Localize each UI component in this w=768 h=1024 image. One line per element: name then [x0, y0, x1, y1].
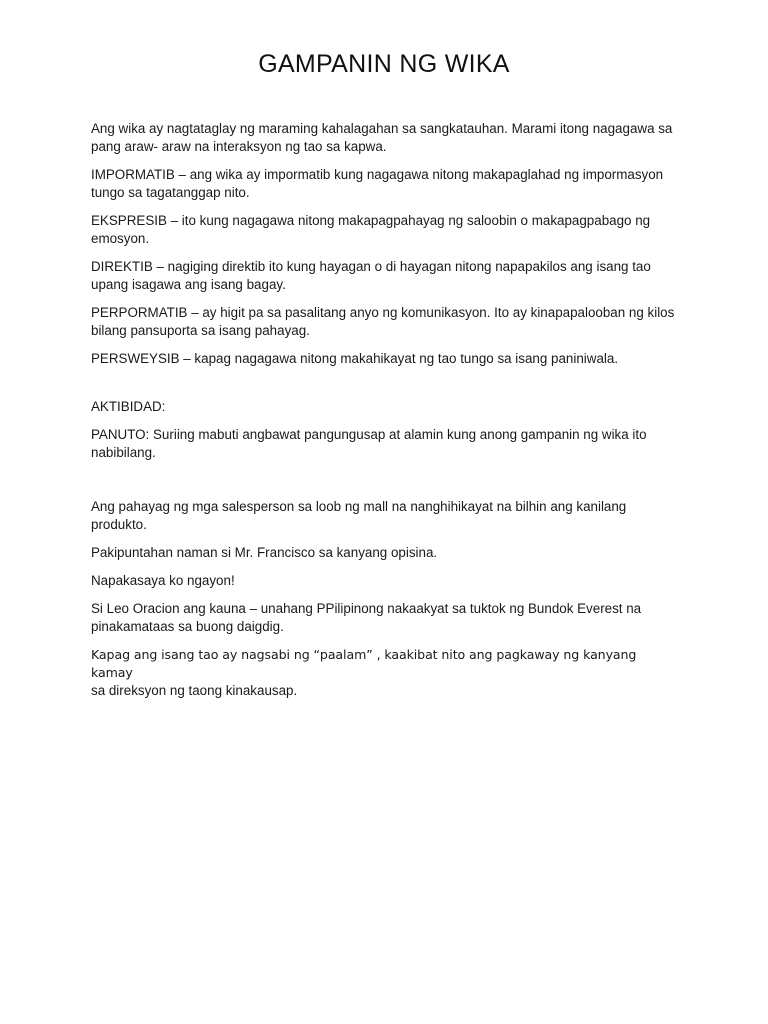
- document-body: [91, 120, 681, 710]
- definition-direktib: DIREKTIB – nagiging direktib ito kung hayagan o di hayagan nitong napapakilos ang isang tao upang isagawa ang isang bagay.: [91, 259, 651, 292]
- instructions-paragraph: PANUTO: Suriing mabuti angbawat pangungusap at alamin kung anong gampanin ng wika ito nabibilang.: [91, 427, 647, 460]
- definition-persweysib: PERSWEYSIB – kapag nagagawa nitong makahikayat ng tao tungo sa isang paniniwala.: [91, 351, 619, 366]
- activity-item: Ang pahayag ng mga salesperson sa loob ng mall na nanghihikayat na bilhin ang kanilang produkto.: [91, 499, 627, 532]
- intro-paragraph: Ang wika ay nagtataglay ng maraming kahalagahan sa sangkatauhan. Marami itong nagagawa sa pang araw- araw na interaksyon ng tao sa kapwa.: [91, 121, 673, 154]
- activity-item-last-line1: Kapag ang isang tao ay nagsabi ng “paalam” , kaakibat nito ang pagkaway ng kanyang kamay: [91, 647, 637, 680]
- activity-item-last: [91, 646, 681, 700]
- document-title: GAMPANIN NG WIKA: [258, 50, 510, 78]
- activity-item-last-line2: sa direksyon ng taong kinakausap.: [91, 683, 298, 698]
- activity-item: Napakasaya ko ngayon!: [91, 573, 235, 588]
- activity-item: Si Leo Oracion ang kauna – unahang PPilipinong nakaakyat sa tuktok ng Bundok Everest na pinakamataas sa buong daigdig.: [91, 601, 642, 634]
- activity-item: Pakipuntahan naman si Mr. Francisco sa kanyang opisina.: [91, 545, 438, 560]
- definition-impormatib: IMPORMATIB – ang wika ay impormatib kung nagagawa nitong makapaglahad ng impormasyon tungo sa tagatanggap nito.: [91, 167, 664, 200]
- definition-ekspresib: EKSPRESIB – ito kung nagagawa nitong makapagpahayag ng saloobin o makapagpabago ng emosyon.: [91, 213, 651, 246]
- activity-heading: AKTIBIDAD:: [91, 399, 166, 414]
- definition-perpormatib: PERPORMATIB – ay higit pa sa pasalitang anyo ng komunikasyon. Ito ay kinapapalooban ng kilos bilang pansuporta sa isang pahayag.: [91, 305, 675, 338]
